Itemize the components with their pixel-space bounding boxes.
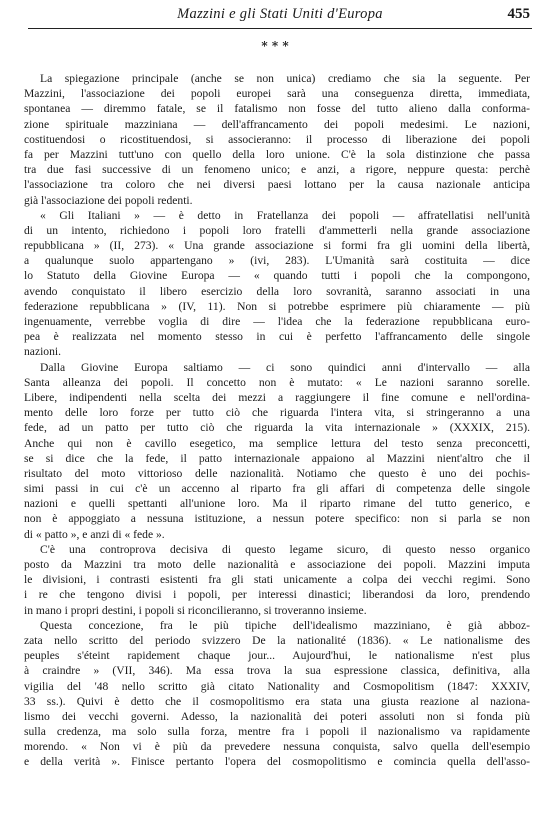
text-line: lismo dei vecchi governi. Adesso, la nazionalità dei poteri assoluti non si fonda più — [24, 709, 530, 723]
text-line: tra due fasi successive di un fenomeno unico; e anzi, a rigore, neppure questa: perchè — [24, 163, 530, 177]
text-line: Libere, indipendenti nella scelta dei mezzi a raggiungere il fine comune e nell'ordina- — [24, 390, 530, 404]
text-line: se si dice che la fede, il patto internazionale appaiono al Mazzini nient'altro che il — [24, 451, 530, 465]
text-line: l'associazione tra coloro che nei diversi paesi lottano per la causa nazionale anticipa — [24, 178, 530, 192]
text-line: di un intento, richiedono i popoli loro fratelli d'ammetterli nella grande associazione — [24, 223, 530, 237]
paragraph — [24, 618, 530, 770]
text-line: di « patto », e anzi di « fede ». — [24, 527, 165, 541]
text-line: La spiegazione principale (anche se non unica) crediamo che sia la seguente. Per — [40, 72, 530, 85]
page-number: 455 — [507, 6, 530, 22]
text-line: pea è realizzata nel momento stesso in cui è perfetto l'affrancamento delle singole — [24, 330, 530, 344]
text-line: spontanea — diremmo fatale, se il fatalismo non fosse del tutto alieno dalla conforma- — [24, 102, 530, 116]
text-line: peuples s'éteint rapidement chaque jour... Aujourd'hui, le nationalisme n'est plus — [24, 649, 530, 663]
running-title: Mazzini e gli Stati Uniti d'Europa — [177, 6, 383, 22]
paragraph — [24, 208, 530, 360]
text-line: e della verità ». Finisce pertanto l'opera del cosmopolitismo e comincia quella dell'asso- — [24, 755, 530, 769]
text-line: simi passi in cui c'è un accenno al riparto fra gli affari di competenza delle singole — [24, 482, 530, 496]
text-line: già l'associazione dei popoli redenti. — [24, 193, 193, 207]
text-line: posto da Mazzini tra moto delle nazionalità e associazione dei popoli. Mazzini imputa — [24, 558, 530, 571]
text-line: Mazzini, l'associazione dei popoli europei sarà una conseguenza diretta, immediata, — [24, 87, 530, 101]
text-line: i re che tengono divisi i popoli, per interessi dinastici; liberandosi da loro, prendendo — [24, 588, 530, 602]
text-line: nazioni. — [24, 345, 62, 359]
paragraph — [24, 360, 530, 542]
text-line: le divisioni, i contrasti esistenti fra gli stati unicamente a colpa dei vecchi regimi. Sono — [24, 573, 530, 587]
text-line: a qualunque suolo appartengano » (ivi, 283). L'Umanità sarà costituita — dice — [24, 254, 530, 268]
text-line: avendo conquistato il libero esercizio della loro sovranità, saranno associati in una — [24, 284, 530, 298]
text-line: Anche qui non è cavillo esegetico, ma semplice lettura del testo senza preconcetti, — [24, 436, 530, 450]
text-line: zata nello scritto del periodo svizzero De la nationalité (1836). « Le nationalisme des — [24, 633, 530, 647]
paragraph — [24, 71, 530, 208]
text-line: costituendosi o ricostituendosi, si associeranno: il processo di liberazione dei popoli — [24, 132, 530, 146]
body-text — [24, 71, 530, 770]
text-line: non è appoggiato a nessuna istituzione, a nessun potere specifico: non si parla se non — [24, 512, 530, 526]
text-line: sulla credenza, ma solo sulla forza, mentre fra i popoli il nazionalismo va rapidamente — [24, 725, 530, 739]
text-line: zione spirituale mazziniana — dell'affrancamento dei popoli medesimi. Le nazioni, — [24, 117, 530, 131]
text-line: C'è una controprova decisiva di questo legame sicuro, di questo nesso organico — [40, 542, 530, 556]
text-line: in mano i propri destini, i popoli si riconcilieranno, si troveranno insieme. — [24, 603, 367, 617]
text-line: mento delle loro forze per tutto ciò che riguarda l'intera vita, si stringeranno a una — [24, 406, 530, 420]
text-line: fa per Mazzini tutt'uno con quello della loro unione. C'è la sola distinzione che passa — [24, 147, 530, 161]
text-line: lo Statuto della Giovine Europa — « quando tutti i popoli che la compongono, — [24, 269, 530, 283]
text-line: à craindre » (VII, 346). Ma essa trova la sua espressione classica, definitiva, alla — [24, 664, 530, 678]
text-line: fede, ad un patto per tutto ciò che riguarda la vita internazionale » (XXXIX, 215). — [24, 421, 530, 435]
text-line: vigilia del '48 nello scritto già citato Nationality and Cosmopolitism (1847: XXXIV, — [24, 679, 530, 693]
text-line: Dalla Giovine Europa saltiamo — ci sono quindici anni d'intervallo — alla — [40, 360, 530, 374]
paragraph — [24, 542, 530, 618]
text-line: federazione repubblicana » (IV, 11). Non si potrebbe esprimere più chiaramente — più — [24, 299, 530, 313]
text-line: Santa alleanza dei popoli. Il concetto non è mutato: « Le nazioni saranno sorelle. — [24, 375, 530, 389]
section-ornament: * * * — [261, 39, 289, 53]
text-line: 33 ss.). Quivi è detto che il cosmopolitismo era stata una giusta reazione al naziona- — [24, 694, 530, 708]
text-line: Questa concezione, fra le più tipiche dell'idealismo mazziniano, è già abboz- — [40, 618, 530, 632]
text-line: risultato del moto vittorioso delle nazionalità. Notiamo che questo è uno dei pochis- — [24, 466, 530, 480]
text-line: repubblicana » (II, 273). « Una grande associazione si formi fra gli uomini della libertà, — [24, 239, 530, 253]
text-line: nazioni e quelli spettanti all'unione loro. Ma il riparto rimane del tutto generico, e — [24, 497, 530, 511]
text-line: morendo. « Non vi è più da prevedere nessuna conquista, salvo quella dell'esempio — [24, 740, 530, 754]
page-header — [28, 6, 532, 29]
text-line: « Gli Italiani » — è detto in Fratellanza dei popoli — affratellatisi nell'unità — [40, 208, 530, 222]
text-line: ingenuamente, verrebbe voglia di dire — l'idea che la federazione repubblicana euro- — [24, 315, 530, 328]
